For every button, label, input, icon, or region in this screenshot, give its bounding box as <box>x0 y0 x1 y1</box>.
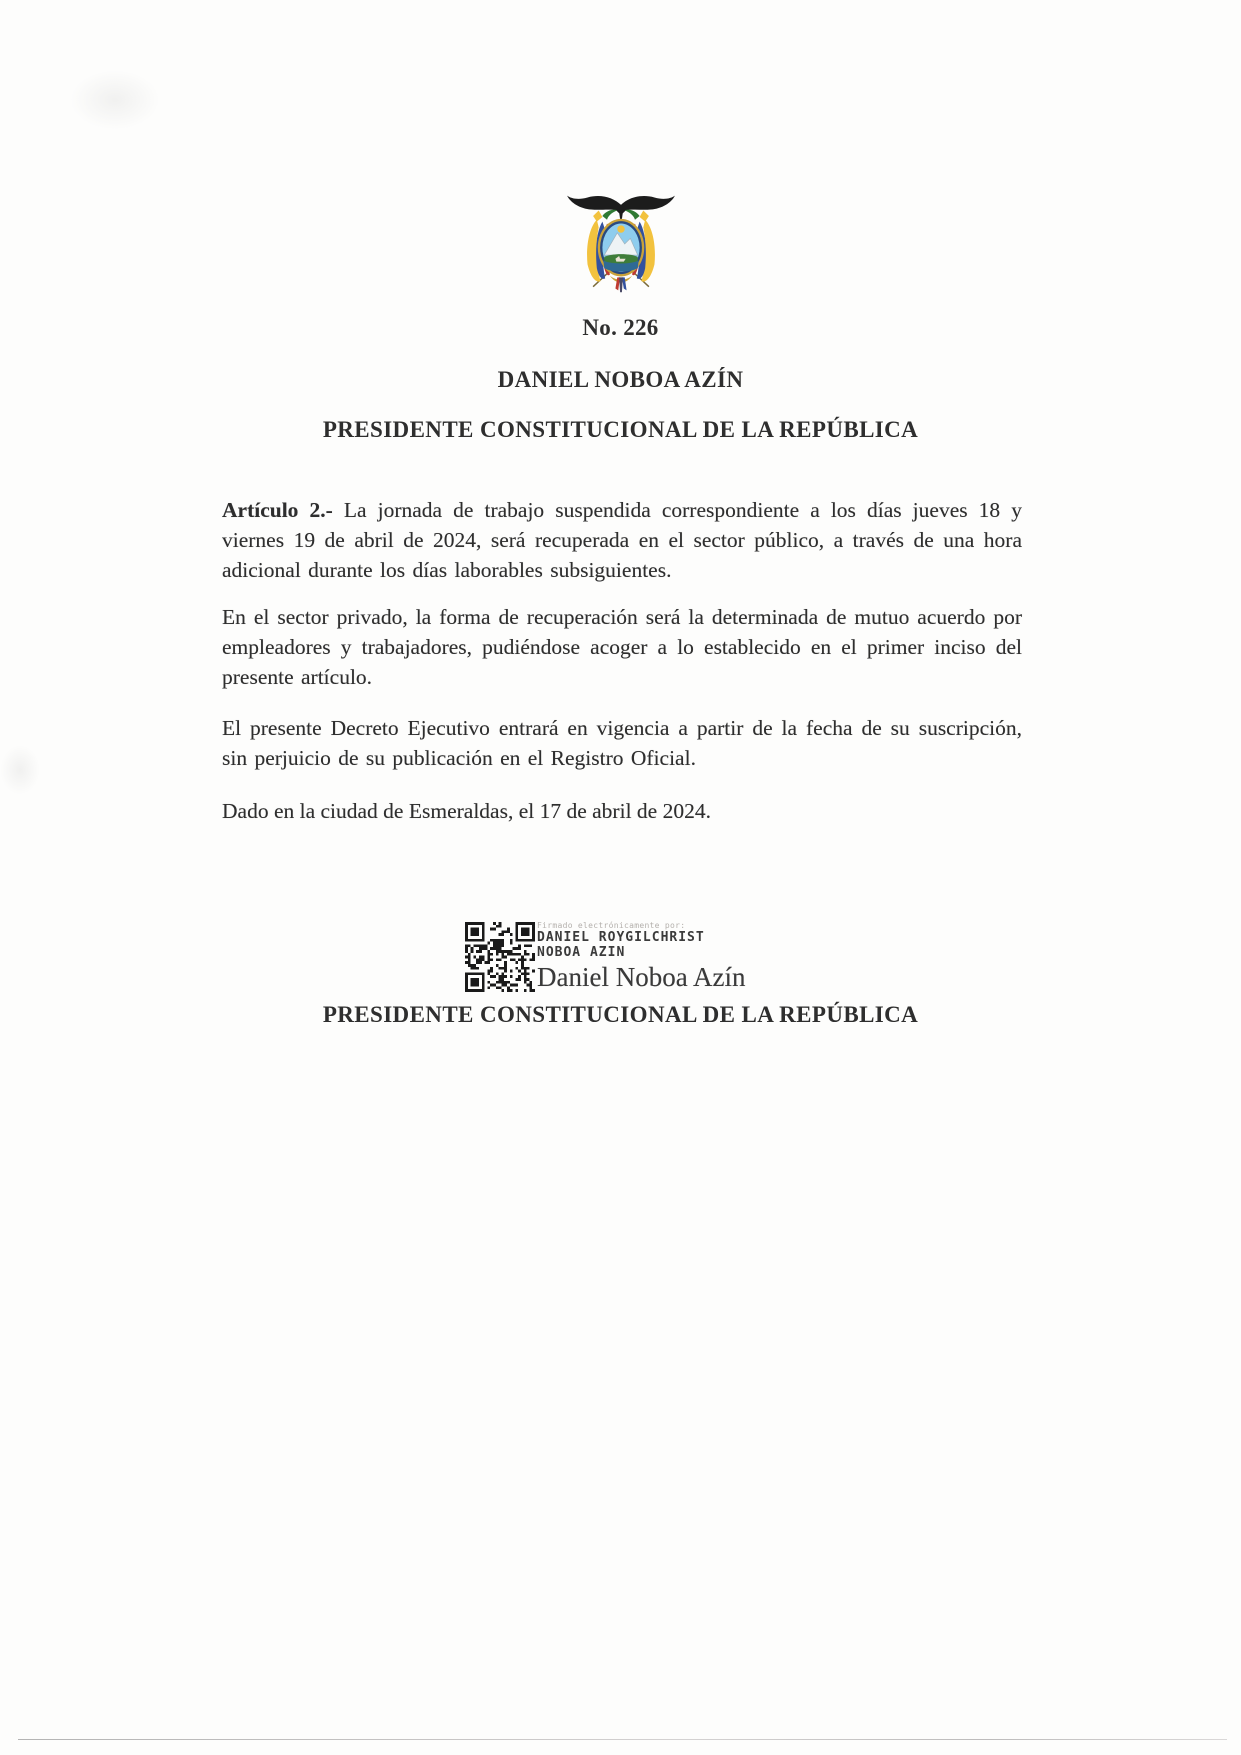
articulo-2-lead: Artículo 2.- <box>222 497 333 522</box>
scan-artifact <box>0 745 40 795</box>
esign-name-line2: NOBOA AZIN <box>537 945 626 960</box>
condor-icon <box>567 196 675 219</box>
vigencia-text: El presente Decreto Ejecutivo entrará en vigencia a partir de la fecha de su suscripción, sin perjuicio de su publicación en el Registro Oficial. <box>222 715 1022 770</box>
esign-texts <box>537 921 745 992</box>
qr-code-stamp <box>465 922 535 992</box>
paragraph-vigencia <box>222 713 1022 773</box>
signature-block <box>465 921 745 992</box>
esign-name-line1: DANIEL ROYGILCHRIST <box>537 930 705 945</box>
decree-number: No. 226 <box>582 315 659 340</box>
signer-name: Daniel Noboa Azín <box>537 962 746 992</box>
place-date-line: Dado en la ciudad de Esmeraldas, el 17 de abril de 2024. <box>222 799 711 823</box>
ecuador-coat-of-arms-emblem <box>565 190 677 296</box>
signer-title: PRESIDENTE CONSTITUCIONAL DE LA REPÚBLICA <box>322 1002 919 1027</box>
president-title-heading: PRESIDENTE CONSTITUCIONAL DE LA REPÚBLICA <box>322 417 919 442</box>
articulo-2-text: La jornada de trabajo suspendida correspondiente a los días jueves 18 y viernes 19 de abril de 2024, será recuperada en el sector público, a través de una hora adicional durante los días laborables subsiguientes. <box>222 497 1022 582</box>
paragraph-sector-privado <box>222 602 1022 692</box>
base-ribbons <box>609 276 631 293</box>
president-name-heading: DANIEL NOBOA AZÍN <box>497 367 744 392</box>
scan-artifact <box>70 70 160 130</box>
laurel-branch <box>602 210 617 220</box>
scan-edge-line <box>18 1739 1227 1740</box>
shield-oval <box>597 219 643 277</box>
esign-label: Firmado electrónicamente por: <box>537 921 686 930</box>
sector-privado-text: En el sector privado, la forma de recuperación será la determinada de mutuo acuerdo por empleadores y trabajadores, pudiéndose acoger a lo establecido en el primer inciso del presente artículo. <box>222 604 1022 689</box>
palm-branch <box>624 210 639 220</box>
paragraph-articulo-2 <box>222 495 1022 585</box>
